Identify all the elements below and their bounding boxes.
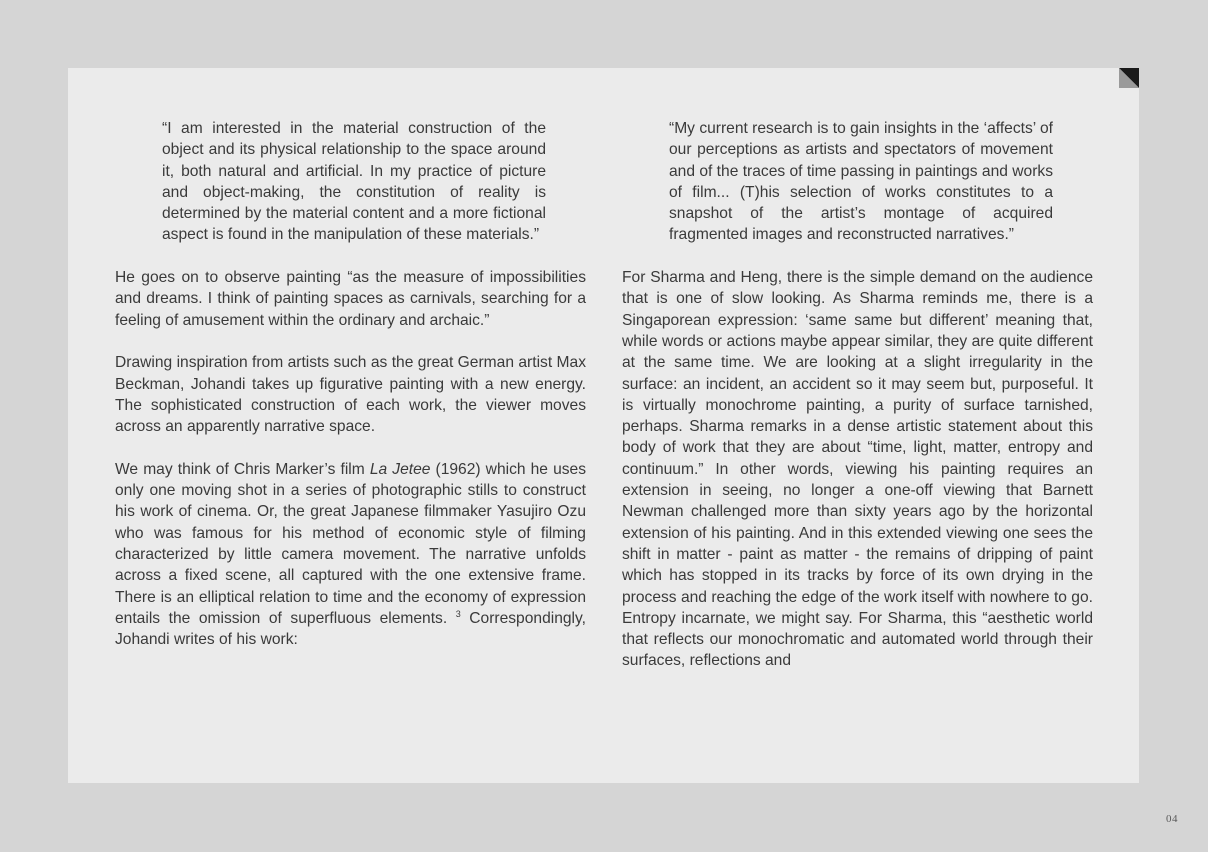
right-quote: “My current research is to gain insights in the ‘affects’ of our perceptions as artists and spectators of movement and of the traces of time passing in paintings and works of film... (T)his selection of works constitutes to a snapshot of the artist’s montage of acquired fragmented images and reconstructed narratives.” — [669, 120, 1053, 244]
left-paragraph-1: He goes on to observe painting “as the measure of impossibilities and dreams. I think of painting spaces as carnivals, searching for a feeling of amusement within the ordinary and archaic.” — [115, 269, 586, 329]
film-title: La Jetee — [369, 460, 431, 478]
page-sheet — [68, 68, 1139, 783]
left-paragraph-2: Drawing inspiration from artists such as the great German artist Max Beckman, Johandi takes up figurative painting with a new energy. The sophisticated construction of each work, the viewer moves across an apparently narrative space. — [115, 354, 586, 436]
paragraph-3-text-middle: (1962) which he uses only one moving shot in a series of photographic stills to construct his work of cinema. Or, the great Japanese filmmaker Yasujiro Ozu who was famous for his method of economic style of filming characterized by little camera movement. The narrative unfolds across a fixed scene, all captured with the one extensive frame. There is an elliptical relation to time and the economy of expression entails the omission of superfluous elements. — [115, 460, 587, 627]
footnote-reference: 3 — [455, 608, 461, 619]
paragraph-3-text-start: We may think of Chris Marker’s film — [115, 460, 370, 478]
left-paragraph-3 — [115, 459, 586, 651]
page-number: 04 — [1166, 813, 1178, 825]
paragraph-3-text-end: Correspondingly, Johandi writes of his work: — [115, 609, 586, 649]
left-column — [115, 68, 586, 650]
left-quote: “I am interested in the material construction of the object and its physical relationship to the space around it, both natural and artificial. In my practice of picture and object-making, the constitution of reality is determined by the material content and a more fictional aspect is found in the manipulation of these materials.” — [162, 120, 546, 244]
right-paragraph-1: For Sharma and Heng, there is the simple demand on the audience that is one of slow looking. As Sharma reminds me, there is a Singaporean expression: ‘same same but different’ meaning that, while words or actions maybe appear similar, they are quite different at the same time. We are looking at a slight irregularity in the surface: an incident, an accident so it may seem but, purposeful. It is virtually monochrome painting, a purity of surface tarnished, perhaps. Sharma remarks in a dense artistic statement about this body of work that they are about “time, light, matter, entropy and continuum.” In other words, viewing his painting requires an extension in seeing, no longer a one-off viewing that Barnett Newman challenged more than sixty years ago by the horizontal extension of his painting. And in this extended viewing one sees the shift in matter - paint as matter - the remains of dripping of paint which has stopped in its tracks by force of its own drying in the process and reaching the edge of the work itself with nowhere to go. Entropy incarnate, we might say. For Sharma, this “aesthetic world that reflects our monochromatic and automated world through their surfaces, reflections and — [622, 269, 1093, 670]
corner-fold-icon — [1119, 68, 1139, 88]
right-column — [622, 68, 1093, 672]
